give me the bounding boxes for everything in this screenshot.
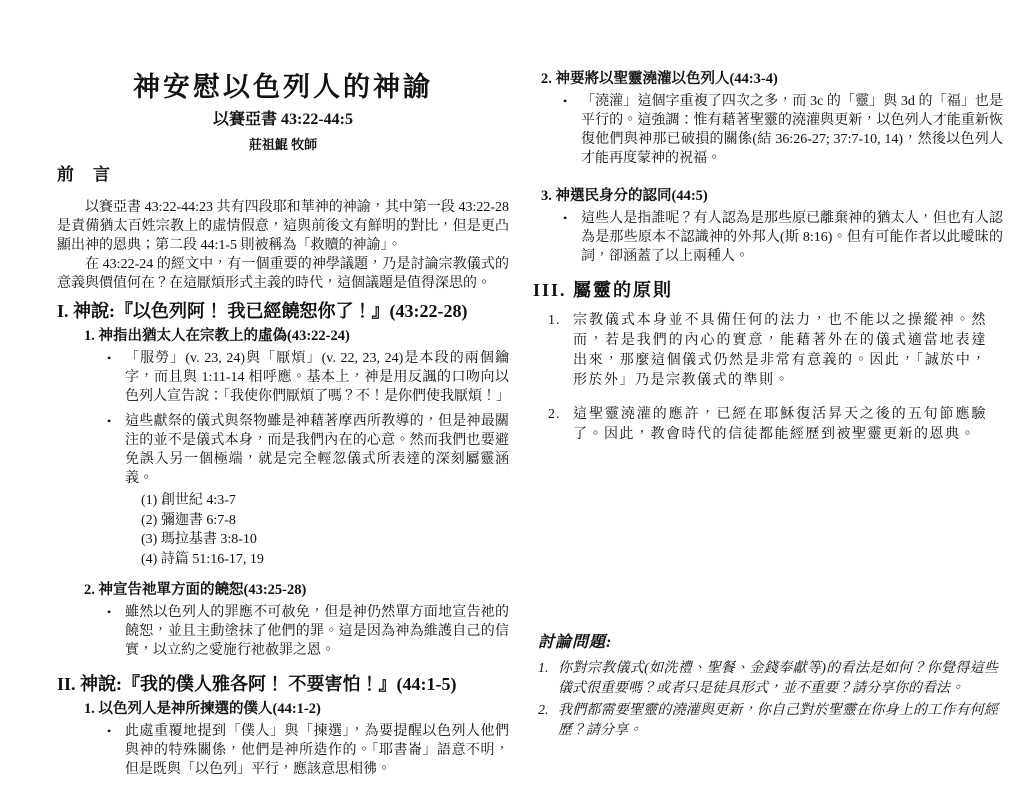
section-1-sub-1-heading: 1. 神指出猶太人在宗教上的虛偽(43:22-24) — [84, 328, 350, 344]
section-3-heading: III. 屬靈的原則 — [533, 280, 674, 300]
bullet-item — [107, 349, 509, 406]
section-1-sub-2-block — [57, 581, 509, 660]
discussion-heading: 討論問題: — [538, 634, 613, 651]
right-column — [533, 58, 1003, 768]
bullet-text: 「服勞」(v. 23, 24)與「厭煩」(v. 22, 23, 24)是本段的兩個鑰字，而且與 1:11-14 相呼應。基本上，神是用反諷的口吻向以色列人宣告說：「我使你們厭煩了嗎？不！是你們使我厭煩！」 — [125, 351, 510, 404]
scripture-reference: 以賽亞書 43:22-44:5 — [213, 111, 353, 128]
scripture-reference-item: (4) 詩篇 51:16-17, 19 — [141, 551, 264, 567]
principle-text: 宗教儀式本身並不具備任何的法力，也不能以之操縱神。然而，若是我們的內心的實意，能藉著外在的儀式適當地表達出來，那麼這個儀式仍然是非常有意義的。因此，「誠於中，形於外」乃是宗教儀式的準則。 — [573, 313, 987, 388]
discussion-question — [538, 659, 998, 699]
principle-number: 1. — [548, 313, 561, 328]
section-1-heading: I. 神說:『以色列阿！ 我已經饒恕你了！』(43:22-28) — [57, 301, 468, 321]
preface-paragraph-2: 在 43:22-24 的經文中，有一個重要的神學議題，乃是討論宗教儀式的意義與價值何在？在這厭煩形式主義的時代，這個議題是值得深思的。 — [57, 257, 509, 291]
discussion-question — [538, 701, 998, 741]
question-text: 我們都需要聖靈的澆灌與更新，你自己對於聖靈在你身上的工作有何經歷？請分享。 — [558, 703, 998, 738]
bullet-marker-icon: • — [107, 414, 112, 428]
section-2-sub-2-heading: 2. 神要將以聖靈澆灌以色列人(44:3-4) — [541, 71, 778, 87]
bullet-marker-icon: • — [107, 605, 112, 619]
bullet-text: 此處重覆地提到「僕人」與「揀選」，為要提醒以色列人他們與神的特殊關係，他們是神所造作的。「耶書崙」語意不明，但是既與「以色列」平行，應該意思相彿。 — [125, 724, 509, 777]
discussion-questions-block — [538, 632, 998, 741]
bullet-item — [107, 412, 509, 488]
author-name: 莊祖鯤 牧師 — [248, 137, 318, 152]
scripture-reference-item: (3) 瑪拉基書 3:8-10 — [141, 532, 257, 547]
principle-text: 這聖靈澆灌的應許，已經在耶穌復活昇天之後的五旬節應驗了。因此，教會時代的信徒都能經歷到被聖靈更新的恩典。 — [573, 407, 987, 442]
principle-item — [548, 405, 1003, 445]
bullet-marker-icon: • — [107, 351, 112, 365]
question-text: 你對宗教儀式(如洗禮、聖餐、金錢奉獻等)的看法是如何？你覺得這些儀式很重要嗎？或者只是徒具形式，並不重要？請分享你的看法。 — [558, 661, 998, 696]
bullet-text: 「澆灌」這個字重複了四次之多，而 3c 的「靈」與 3d 的「福」也是平行的。這強調：惟有藉著聖靈的澆灌與更新，以色列人才能重新恢復他們與神那已破損的關係(結 36:26-27; 37:7-10, 14)，然後以色列人才能再度蒙神的祝福。 — [581, 94, 1003, 166]
bullet-marker-icon: • — [563, 94, 568, 108]
section-2-sub-3-heading: 3. 神選民身分的認同(44:5) — [541, 188, 708, 204]
scripture-reference-list — [141, 491, 509, 569]
bullet-item — [563, 209, 1003, 266]
scripture-reference-item: (1) 創世紀 4:3-7 — [141, 493, 236, 508]
left-column — [57, 60, 509, 779]
preface-heading: 前 言 — [57, 165, 111, 184]
bullet-item — [107, 722, 509, 779]
bullet-text: 這些人是指誰呢？有人認為是那些原已離棄神的猶太人，但也有人認為是那些原本不認識神的外邦人(斯 8:16)。但有可能作者以此曖昧的詞，卻涵蓋了以上兩種人。 — [581, 211, 1003, 264]
question-number: 1. — [538, 661, 549, 676]
principle-number: 2. — [548, 407, 561, 422]
section-2-heading: II. 神說:『我的僕人雅各阿！ 不要害怕！』(44:1-5) — [57, 674, 457, 694]
principle-item — [548, 311, 1003, 391]
document-title: 神安慰以色列人的神諭 — [133, 72, 433, 102]
question-number: 2. — [538, 703, 549, 718]
bullet-item — [107, 603, 509, 660]
preface-paragraph-1: 以賽亞書 43:22-44:23 共有四段耶和華神的神諭，其中第一段 43:22-28 是責備猶太百姓宗教上的虛情假意，這與前後文有鮮明的對比，但是更凸顯出神的恩典；第二段 44:1-5 則被稱為「救贖的神諭」。 — [57, 200, 509, 253]
section-2-sub-1-heading: 1. 以色列人是神所揀選的僕人(44:1-2) — [84, 701, 321, 717]
bullet-item — [563, 92, 1003, 168]
bullet-text: 雖然以色列人的罪應不可赦免，但是神仍然單方面地宣告祂的饒恕，並且主動塗抹了他們的罪。這是因為神為維護自己的信實，以立約之愛施行祂赦罪之恩。 — [125, 605, 509, 658]
bullet-text: 這些獻祭的儀式與祭物雖是神藉著摩西所教導的，但是神最關注的並不是儀式本身，而是我們內在的心意。然而我們也要避免誤入另一個極端，就是完全輕忽儀式所表達的深刻屬靈涵義。 — [125, 414, 509, 486]
section-1-sub-2-heading: 2. 神宣告祂單方面的饒恕(43:25-28) — [84, 582, 307, 598]
scripture-reference-item: (2) 彌迦書 6:7-8 — [141, 512, 236, 528]
bullet-marker-icon: • — [107, 724, 112, 738]
bullet-marker-icon: • — [563, 211, 568, 225]
